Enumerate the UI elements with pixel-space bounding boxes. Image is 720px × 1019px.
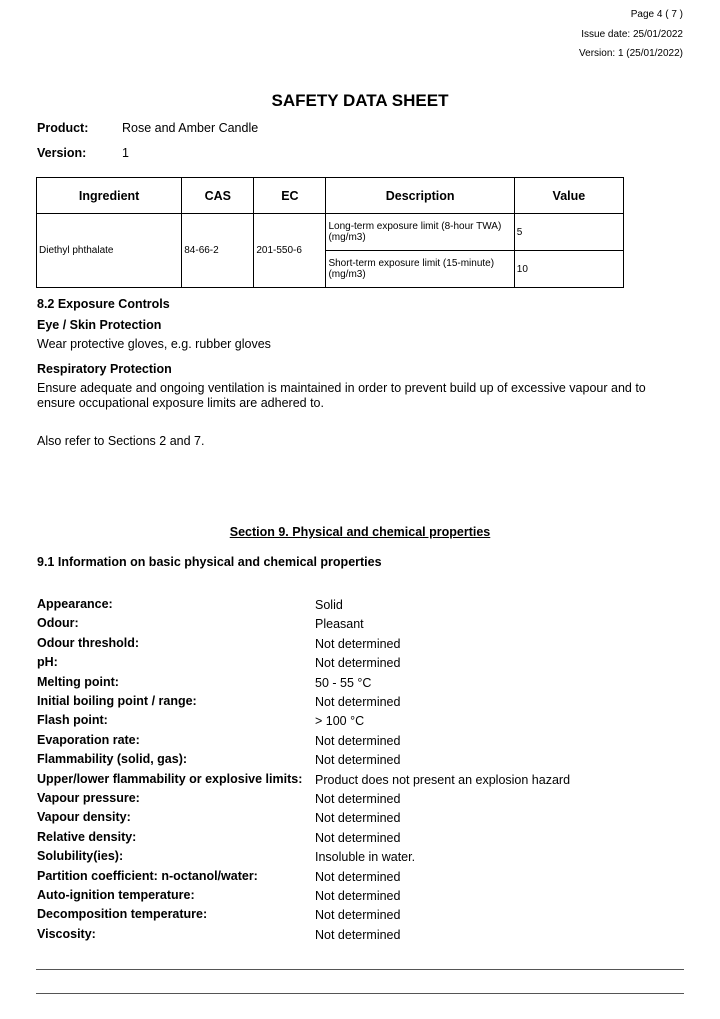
footer-rule-bottom xyxy=(36,993,684,994)
property-label: Melting point: xyxy=(37,674,119,689)
property-label: Partition coefficient: n-octanol/water: xyxy=(37,868,258,883)
table-row xyxy=(37,214,624,251)
eye-skin-heading: Eye / Skin Protection xyxy=(37,318,162,332)
exposure-limits-table xyxy=(36,177,624,288)
property-value: Not determined xyxy=(315,753,401,768)
product-value: Rose and Amber Candle xyxy=(122,121,259,135)
respiratory-text: Ensure adequate and ongoing ventilation is maintained in order to prevent build up of excessive vapour and to ensure occupational exposure limits are adhered to. xyxy=(37,381,646,410)
property-label: Auto-ignition temperature: xyxy=(37,888,195,902)
property-value: 50 - 55 °C xyxy=(315,675,372,690)
property-label: Flammability (solid, gas): xyxy=(37,752,188,767)
version-label: Version: xyxy=(37,146,87,160)
property-label: Decomposition temperature: xyxy=(37,907,208,922)
section-9-1-heading: 9.1 Information on basic physical and chemical properties xyxy=(37,555,382,569)
property-label: Vapour pressure: xyxy=(37,791,140,805)
property-label: Solubility(ies): xyxy=(37,849,124,864)
footer-rule-top xyxy=(36,969,684,970)
property-label: Relative density: xyxy=(37,829,137,844)
property-value: Not determined xyxy=(315,636,401,651)
header-cas: CAS xyxy=(182,178,254,214)
ingredient-cell: Diethyl phthalate xyxy=(37,214,182,288)
document-title: SAFETY DATA SHEET xyxy=(271,91,449,110)
property-label: Appearance: xyxy=(37,597,113,611)
property-value: Not determined xyxy=(315,695,401,709)
property-value: > 100 °C xyxy=(315,714,365,729)
property-label: Vapour density: xyxy=(37,810,131,825)
section-9-heading: Section 9. Physical and chemical properties xyxy=(229,525,491,539)
property-value: Not determined xyxy=(315,656,401,671)
header-ingredient: Ingredient xyxy=(37,178,182,214)
property-value: Insoluble in water. xyxy=(315,850,416,865)
table-header-row xyxy=(37,178,624,214)
property-value: Not determined xyxy=(315,830,401,845)
header-description: Description xyxy=(326,178,514,214)
property-value: Solid xyxy=(315,598,343,612)
cas-cell: 84-66-2 xyxy=(182,214,254,288)
description-cell: Long-term exposure limit (8-hour TWA) (mg/m3) xyxy=(326,214,514,251)
issue-date: Issue date: 25/01/2022 xyxy=(581,29,683,40)
header-value: Value xyxy=(514,178,623,214)
property-label: Upper/lower flammability or explosive limits: xyxy=(37,771,303,786)
property-label: Initial boiling point / range: xyxy=(37,694,197,708)
property-value: Not determined xyxy=(315,792,401,806)
property-value: Not determined xyxy=(315,811,401,826)
value-cell: 10 xyxy=(514,251,623,288)
exposure-controls-heading: 8.2 Exposure Controls xyxy=(37,297,170,311)
property-value: Not determined xyxy=(315,889,401,903)
property-value: Not determined xyxy=(315,733,401,748)
property-label: Viscosity: xyxy=(37,926,96,941)
property-label: pH: xyxy=(37,655,58,670)
property-value: Product does not present an explosion hazard xyxy=(315,772,571,787)
description-cell: Short-term exposure limit (15-minute) (mg/m3) xyxy=(326,251,514,288)
also-refer-text: Also refer to Sections 2 and 7. xyxy=(37,434,205,448)
property-label: Odour threshold: xyxy=(37,635,140,650)
property-value: Not determined xyxy=(315,908,401,923)
respiratory-heading: Respiratory Protection xyxy=(37,362,172,376)
property-label: Odour: xyxy=(37,616,79,631)
page-number: Page 4 ( 7 ) xyxy=(630,9,683,20)
eye-skin-text: Wear protective gloves, e.g. rubber gloves xyxy=(37,337,271,351)
header-ec: EC xyxy=(254,178,326,214)
value-cell: 5 xyxy=(514,214,623,251)
property-label: Flash point: xyxy=(37,713,108,728)
property-value: Not determined xyxy=(315,927,401,942)
version-value: 1 xyxy=(122,146,129,160)
property-value: Pleasant xyxy=(315,617,364,632)
version-info: Version: 1 (25/01/2022) xyxy=(579,48,683,59)
property-value: Not determined xyxy=(315,869,401,884)
property-label: Evaporation rate: xyxy=(37,732,140,747)
ec-cell: 201-550-6 xyxy=(254,214,326,288)
product-label: Product: xyxy=(37,121,89,135)
